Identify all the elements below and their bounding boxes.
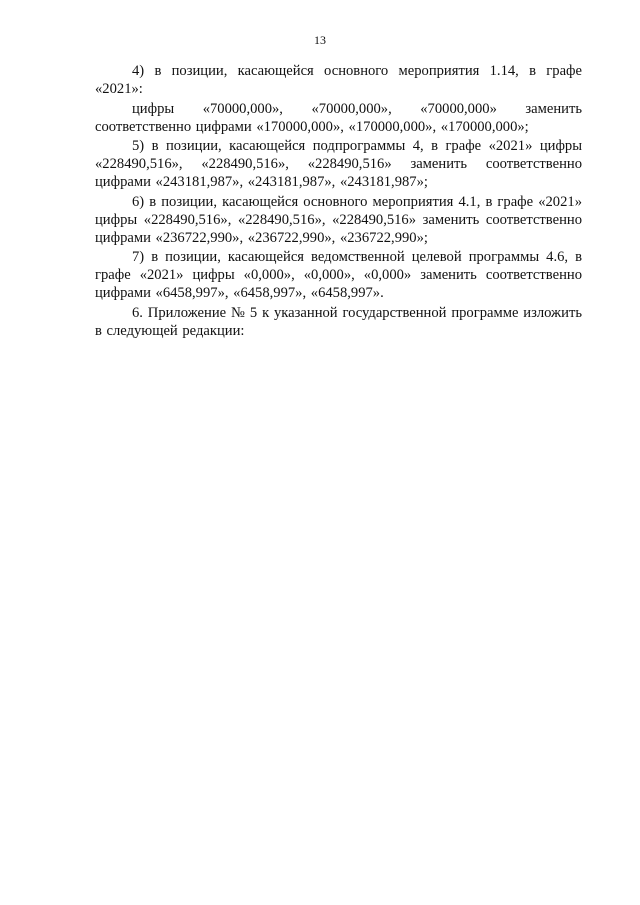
- paragraph-item-5: 5) в позиции, касающейся подпрограммы 4, в графе «2021» цифры «228490,516», «228490,516», «228490,516» заменить соответственно цифрами «243181,987», «243181,987», «243181,987»;: [95, 138, 582, 190]
- page-number: 13: [314, 33, 326, 47]
- paragraph-section-6: 6. Приложение № 5 к указанной государственной программе изложить в следующей редакции:: [95, 304, 582, 339]
- paragraph-item-7: 7) в позиции, касающейся ведомственной целевой программы 4.6, в графе «2021» цифры «0,000», «0,000», «0,000» заменить соответственно цифрами «6458,997», «6458,997», «6458,997».: [95, 249, 582, 301]
- document-body: [95, 62, 582, 340]
- paragraph-item-6: 6) в позиции, касающейся основного мероприятия 4.1, в графе «2021» цифры «228490,516», «228490,516», «228490,516» заменить соответственно цифрами «236722,990», «236722,990», «236722,990»;: [95, 193, 582, 246]
- paragraph-item-4-replacement: цифры «70000,000», «70000,000», «70000,000» заменить соответственно цифрами «170000,000», «170000,000», «170000,000»;: [95, 100, 582, 135]
- paragraph-item-4: 4) в позиции, касающейся основного мероприятия 1.14, в графе «2021»:: [95, 63, 582, 97]
